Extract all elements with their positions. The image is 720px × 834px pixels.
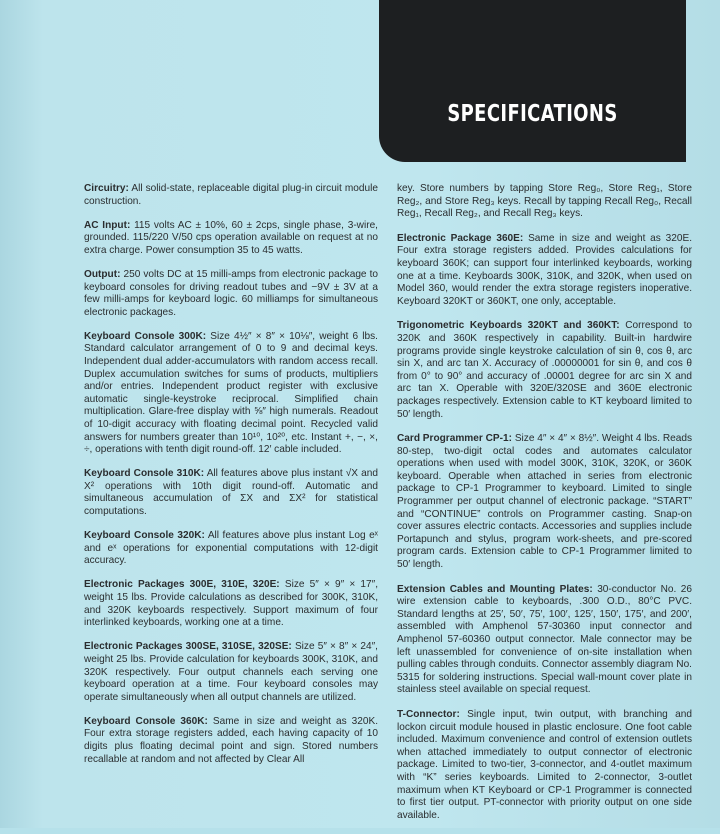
spec-section bbox=[397, 233, 692, 309]
left-column bbox=[84, 183, 378, 778]
spec-heading: Electronic Package 360E: bbox=[397, 232, 524, 244]
spec-text: Size 4½″ × 8″ × 10⅛″, weight 6 lbs. Standard calculator arrangement of 0 to 9 and decimal keys. Independent dual adder-accumulators with random access recall. Duplex accumulation switches for sums of products, multipliers and/or entries. Independent product register with exclusive automatic single-keystroke reciprocal. Simplified chain multiplication. Glare-free display with ⅝″ high numerals. Readout of 10-digit accuracy with floating decimal point. Recycled valid answers for numbers greater than 10¹⁰, 10²⁰, etc. Instant +, −, ×, ÷, operations with tenth digit round-off. 12′ cable included. bbox=[84, 330, 378, 456]
spec-text: Size 4″ × 4″ × 8½″. Weight 4 lbs. Reads 80-step, two-digit octal codes and automates calculator operations when used with model 300K, 310K, 320K, or 360K keyboard. Operable when attached in series from electronic package to CP-1 Programmer to keyboard. Limited to single Programmer per output channel of electronic package. “START” and “CONTINUE” controls on Programmer casting. Snap-on cover assures electric contacts. Accessories and supplies include Portapunch and stylus, program work-sheets, and pre-scored program cards. Extension cable to CP-1 Programmer limited to 50′ length. bbox=[397, 433, 692, 571]
spec-heading: Circuitry: bbox=[84, 183, 129, 194]
spec-heading: Output: bbox=[84, 268, 121, 280]
spec-text: All solid-state, replaceable digital plug-in circuit module construction. bbox=[84, 183, 378, 207]
spec-section bbox=[84, 530, 378, 568]
spec-text: All features above plus instant √X and X² operations with 10th digit round-off. Automatic and simultaneous accumulation of ΣX and ΣX² for statistical computations. bbox=[84, 468, 379, 518]
spec-text: Same in size and weight as 320K. Four extra storage registers added, each having capacity of 10 digits plus floating decimal point and sign. Stored numbers recallable at random and not affected by Clear All bbox=[84, 715, 378, 765]
spec-text: Correspond to 320K and 360K respectively in capability. Built-in hardwire programs provide single keystroke calculation of sin θ, cos θ, arc sin X, and arc tan X. Accuracy of .00000001 for sin θ, and cos θ from 0° to 90° and accuracy of .00001 degree for arc sin X and arc tan X. Operable with 320E/320SE and 360E electronic packages respectively. Extension cable to KT keyboard limited to 50′ length. bbox=[397, 320, 693, 420]
spec-section bbox=[397, 584, 692, 697]
spec-heading: AC Input: bbox=[84, 219, 131, 231]
spec-section bbox=[84, 183, 378, 208]
spec-heading: Keyboard Console 320K: bbox=[84, 530, 205, 542]
spec-text: Single input, twin output, with branching and lockon circuit module housed in plastic enclosure. One foot cable included. Maximum convenience and control of extension outlets when attached immediately to output connector of electronic package. Limited to two-tier, 3-connector, and 4-outlet maximum with “K” series keyboards. Limited to 2-connector, 3-outlet maximum when KT Keyboard or CP-1 Programmer is connected to first tier output. PT-connector with priority output on one side available. bbox=[397, 708, 692, 821]
spec-heading: Keyboard Console 300K: bbox=[84, 330, 207, 342]
spec-heading: Card Programmer CP-1: bbox=[397, 433, 512, 445]
spec-section bbox=[84, 331, 378, 457]
spec-section bbox=[84, 269, 378, 319]
spec-section bbox=[397, 709, 692, 822]
spec-section bbox=[84, 716, 378, 766]
spec-text: All features above plus instant Log eˣ and eˣ operations for exponential computations with 12-digit accuracy. bbox=[84, 530, 378, 567]
spec-section bbox=[397, 183, 692, 221]
right-column bbox=[397, 183, 692, 834]
spec-text: 115 volts AC ± 10%, 60 ± 2cps, single phase, 3-wire, grounded. 115/220 V/50 cps operation available on request at no extra charge. Power consumption 35 to 45 watts. bbox=[84, 219, 378, 256]
spec-heading: Trigonometric Keyboards 320KT and 360KT: bbox=[397, 320, 620, 332]
spec-section bbox=[84, 468, 378, 518]
spec-section bbox=[84, 220, 378, 258]
spec-text: 30-conductor No. 26 wire extension cable to keyboards, .300 O.D., 80°C PVC. Standard lengths at 25′, 50′, 75′, 100′, 125′, 150′, 175′, and 200′, assembled with Amphenol 57-30360 input connector and Amphenol 57-60360 output connector. Male connector may be left unassembled for convenience of on-site installation when pulling cables through conduits. Connector assembly diagram No. 5315 for soldering instructions. Special wall-mount cover plate in stainless steel available on special request. bbox=[397, 583, 692, 696]
page-title: SPECIFICATIONS bbox=[447, 101, 618, 127]
spec-text: key. Store numbers by tapping Store Reg₀, Store Reg₁, Store Reg₂, and Store Reg₃ keys. Recall by tapping Recall Reg₀, Recall Reg₁, Recall Reg₂, and Recall Reg₃ keys. bbox=[397, 183, 692, 220]
spec-text: 250 volts DC at 15 milli-amps from electronic package to keyboard consoles for driving readout tubes and −9V ± 3V at a few milli-amps for keyboard logic. 60 milliamps for simultaneous electronic packages. bbox=[84, 268, 378, 318]
spec-heading: Keyboard Console 360K: bbox=[84, 715, 208, 727]
spec-text: Size 5″ × 8″ × 24″, weight 25 lbs. Provide calculation for keyboards 300K, 310K, and 320K respectively. Four output channels each serving one keyboard operation at a time. Four keyboard consoles may operate simultaneously when all output channels are utilized. bbox=[84, 641, 378, 703]
spec-section bbox=[397, 433, 692, 572]
spec-section bbox=[84, 641, 378, 704]
spec-section bbox=[84, 579, 378, 629]
spec-section bbox=[397, 320, 692, 421]
spec-heading: Keyboard Console 310K: bbox=[84, 468, 205, 480]
spec-heading: T-Connector: bbox=[397, 708, 460, 720]
spec-text: Size 5″ × 9″ × 17″, weight 15 lbs. Provide calculations as described for 300K, 310K, and 320K keyboards respectively. Support maximum of four interlinked keyboards, working one at a time. bbox=[84, 579, 378, 629]
spec-heading: Extension Cables and Mounting Plates: bbox=[397, 583, 593, 595]
title-tab bbox=[379, 0, 686, 162]
spec-text: Same in size and weight as 320E. Four extra storage registers added. Provides calculations for keyboard 360K; can support four interlinked keyboards, working one at a time. Keyboards 300K, 310K, and 320K, when used on Model 360, would render the extra storage registers inoperative. Keyboard 320KT or 360KT, one only, acceptable. bbox=[397, 232, 692, 307]
spec-heading: Electronic Packages 300SE, 310SE, 320SE: bbox=[84, 641, 292, 653]
spec-heading: Electronic Packages 300E, 310E, 320E: bbox=[84, 579, 280, 591]
